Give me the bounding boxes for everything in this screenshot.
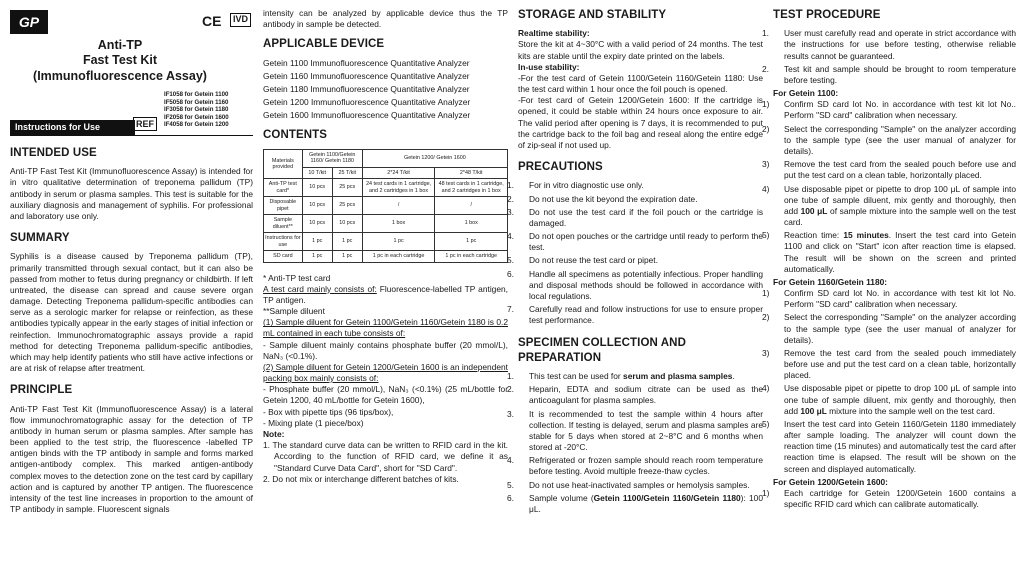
note-text: * Anti-TP test card: [263, 272, 331, 283]
ivd-mark: IVD: [230, 13, 251, 27]
table-cell: 1 pc: [302, 251, 332, 262]
catalog-code: IF4058 for Getein 1200: [164, 121, 229, 129]
note-underlined: A test card mainly consists of:: [263, 283, 377, 294]
product-title: [30, 38, 210, 84]
intended-use-text: Anti-TP Fast Test Kit (Immunofluorescence Assay) is intended for in vitro qualitative determination of treponema pallidum (TP) antibody in serum or plasma samples. This test is suitable for the auxiliary diagnosis and management of syphilis. For professional and laboratory use only.: [10, 166, 253, 221]
table-cell: 10 pcs: [332, 215, 362, 233]
note-text: Fluorescence-labelled TP antigen, TP antigen.: [263, 283, 508, 305]
list-item: 3) Remove the test card from the sealed pouch before use and put the test card on a clean table, horizontally placed.: [762, 159, 1016, 181]
title-line: Anti-TP: [97, 38, 143, 52]
list-item-text: Confirm SD card lot No. in accordance with test kit lot No. Perform "SD card" calibration when necessary.: [784, 288, 1016, 310]
list-item: 4. Do not open pouches or the cartridge until ready to perform the test.: [507, 231, 763, 253]
table-header: Getein 1100/Getein 1160/ Getein 1180: [302, 149, 362, 167]
contents-notes: [263, 273, 508, 485]
table-cell: /: [362, 197, 435, 215]
list-item-text: Use disposable pipet or pipette to drop 100 μL of sample into one tube of sample diluent, mix gently and thoroughly, then add: [784, 183, 1016, 216]
list-item-text: Carefully read and follow instructions for use to ensure proper test performance.: [529, 304, 763, 326]
storage-label: In-use stability:: [518, 61, 580, 72]
table-row: [264, 215, 508, 233]
device-item: Getein 1180 Immunofluorescence Quantitative Analyzer: [263, 83, 470, 94]
intended-use-section: [10, 146, 253, 515]
note-underlined: (2) Sample diluent for Getein 1200/Getein 1600 is an independent packing box mainly consists of:: [263, 361, 508, 384]
list-item: 2. Do not use the kit beyond the expiration date.: [507, 193, 698, 204]
column-3: [507, 0, 763, 517]
summary-text: Syphilis is a disease caused by Treponema pallidum (TP), primarily transmitted through sexual contact, but it can also be passed from mother to fetus during pregnancy or childbirth. If left untreated, the disease can spread and cause severe organ damage. Detecting Treponema pallidum-specific antibodies can serve as a serologic marker for relapse or reinfection, as these antibodies typically appear in the early stages of initial infection or reinfection. Immunochromatographic assays provide a rapid method for detecting Treponema pallidum-specific antibodies, which may help identify patients who still have active infections or are at risk of relapse after treatment.: [10, 251, 254, 374]
list-item: 4. Refrigerated or frozen sample should reach room temperature before testing. Avoid multiple freeze-thaw cycles.: [507, 455, 763, 477]
ce-mark: CE: [202, 13, 222, 29]
table-cell: 1 pc: [302, 233, 332, 251]
note-heading: Note:: [263, 428, 285, 439]
table-row: [264, 179, 508, 197]
table-cell: 10 pcs: [302, 197, 332, 215]
list-item-text: Remove the test card from the sealed pouch immediately before use and put the test card on a clean table, horizontally placed.: [784, 347, 1016, 381]
storage-label: Realtime stability:: [518, 28, 590, 39]
table-cell: 1 box: [435, 215, 508, 233]
instructions-banner: Instructions for Use: [10, 120, 135, 135]
table-cell: 10 pcs: [302, 215, 332, 233]
list-item: 1. For in vitro diagnostic use only.: [507, 180, 644, 191]
table-row: [264, 197, 508, 215]
list-item-text: Remove the test card from the sealed pouch before use and put the test card on a clean table, horizontally placed.: [784, 159, 1016, 181]
section-heading: PRINCIPLE: [10, 384, 73, 397]
section-heading: TEST PROCEDURE: [773, 9, 881, 21]
table-cell: 1 pc in each cartridge: [362, 251, 435, 262]
contents-table: [263, 149, 508, 263]
list-item-text: .: [732, 371, 735, 382]
list-item-text: Select the corresponding "Sample" on the analyzer according to the sample type (see the user manual of analyzer for details).: [784, 123, 1016, 156]
table-cell: 10 pcs: [302, 179, 332, 197]
table-header: 2*24 T/kit: [362, 167, 435, 178]
list-item: 4) Use disposable pipet or pipette to drop 100 μL of sample into one tube of sample diluent, mix gently and thoroughly, then add 100 μL mixture into the sample well on the test card.: [762, 383, 1016, 416]
device-item: Getein 1200 Immunofluorescence Quantitative Analyzer: [263, 97, 471, 108]
list-item: 1) Confirm SD card lot No. in accordance with test kit lot No.. Perform "SD card" calibration when necessary.: [762, 99, 1016, 121]
list-item: 5. Do not use heat-inactivated samples or hemolysis samples.: [507, 479, 750, 490]
list-item-bold: 100 μL: [800, 405, 827, 416]
list-item: 5) Insert the test card into Getein 1160/Getein 1180 immediately after sample loading. The analyzer will count down the reaction time (15 minutes) and automatically test the card after reaction time is elapsed. The result will be shown on the screen and displayed automatically.: [762, 418, 1016, 474]
table-cell: SD card: [264, 251, 303, 262]
list-item: 6. Handle all specimens as potentially infectious. Proper handling and disposal methods should be followed in accordance with local regulations.: [507, 268, 763, 301]
table-cell: Sample diluent**: [264, 215, 303, 233]
list-item-text: Insert the test card into Getein 1160/Getein 1180 immediately after sample loading. The analyzer will count down the reaction time (15 minutes) and automatically test the card after reaction time is elapsed. The result will be shown on the screen and displayed automatically.: [784, 418, 1016, 474]
catalog-codes: [164, 91, 229, 129]
list-item-bold: Getein 1100/Getein 1160/Getein 1180: [593, 492, 741, 503]
table-row: [264, 251, 508, 262]
table-cell: 25 pcs: [332, 197, 362, 215]
list-item-bold: serum and plasma samples: [623, 371, 733, 382]
table-cell: 1 pc: [362, 233, 435, 251]
note-underlined: (1) Sample diluent for Getein 1100/Getein 1160/Getein 1180 is 0.2 mL contained in each tube consists of:: [263, 317, 508, 339]
section-heading: INTENDED USE: [10, 147, 97, 159]
catalog-code: IF3058 for Getein 1180: [164, 106, 229, 114]
table-header: 10 T/kit: [302, 167, 332, 178]
list-item-text: of sample mixture into the sample well on the test card.: [784, 205, 1016, 228]
list-item-text: User must carefully read and operate in strict accordance with the instructions for use before testing, otherwise reliable results cannot be guaranteed.: [784, 28, 1016, 61]
procedure-general-list: [762, 28, 1016, 86]
list-item: 3. Do not use the test card if the foil pouch or the cartridge is damaged.: [507, 206, 763, 228]
table-header: 2*48 T/kit: [435, 167, 508, 178]
section-heading: PRECAUTIONS: [518, 161, 603, 174]
table-cell: 24 test cards in 1 cartridge, and 2 cartridges in 1 box: [362, 179, 435, 197]
specimen-list: [507, 371, 763, 515]
catalog-code: IF2058 for Getein 1600: [164, 113, 229, 121]
list-item: 5) Reaction time: 15 minutes. Insert the test card into Getein 1100 and click on "Start" icon after reaction time is elapsed. The result will be shown on the screen and printed automatically.: [762, 230, 1016, 274]
subsection-heading: For Getein 1200/Getein 1600:: [773, 476, 888, 487]
column-2: [263, 0, 508, 485]
list-item: 2) Select the corresponding "Sample" on the analyzer according to the sample type (see the user manual of analyzer for details).: [762, 312, 1016, 345]
list-item-text: Do not reuse the test card or pipet.: [529, 255, 658, 266]
catalog-code: IF5058 for Getein 1160: [164, 98, 229, 106]
storage-text: -For test card of Getein 1200/Getein 1600: If the cartridge is opened, it could be stable within 24 hours once exposure to air. The valid period after opening is 7 days, it is recommended to put the cartridge back to the foil bag and reseal along the entire edge of zip-seal if not used up.: [518, 95, 763, 150]
table-header: Materials provided: [264, 149, 303, 178]
list-item-text: Sample volume (: [529, 492, 594, 503]
table-cell: 1 box: [362, 215, 435, 233]
ref-symbol: REF: [133, 117, 157, 131]
device-list: [263, 58, 508, 122]
principle-text: Anti-TP Fast Test Kit (Immunofluorescence Assay) is a lateral flow immunochromatographic assay for the detection of TP antibody in human serum or plasma samples. After sample has been applied to the test strip, the fluorescence -labelled TP antigen binds with the TP antibody in sample and forms marked antigen-antibody complex. This marked antigen-antibody complex moves to the detection zone on the test card by capillary action and is captured by another TP antigen. The fluorescence intensity of the test line increases in proportion to the amount of TP antibody in sample. Fluorescent signals: [10, 403, 253, 515]
table-row: [264, 233, 508, 251]
column-1: [10, 0, 253, 576]
table-cell: 1 pc: [435, 233, 508, 251]
list-item: 4) Use disposable pipet or pipette to drop 100 μL of sample into one tube of sample diluent, mix gently and thoroughly, then add 100 μL of sample mixture into the sample well on the test card.: [762, 183, 1016, 228]
note-text: - Box with pipette tips (96 tips/box),: [263, 406, 394, 417]
table-cell: 1 pc in each cartridge: [435, 251, 508, 262]
procedure-1160-list: [762, 288, 1016, 475]
list-item-text: ): 100 μL.: [529, 492, 763, 514]
note-text: - Phosphate buffer (20 mmol/L), NaN₃ (<0.1%) (25 mL/bottle for Getein 1200, 40 mL/bottle for Getein 1600),: [263, 384, 508, 406]
list-item: 3) Remove the test card from the sealed pouch immediately before use and put the test card on a clean table, horizontally placed.: [762, 347, 1016, 381]
list-item-text: Do not open pouches or the cartridge until ready to perform the test.: [529, 231, 763, 253]
table-cell: 48 test cards in 1 cartridge, and 2 cartridges in 1 box: [435, 179, 508, 197]
list-item-text: Reaction time:: [784, 230, 844, 241]
list-item-text: Test kit and sample should be brought to room temperature before testing.: [784, 63, 1016, 85]
section-heading: CONTENTS: [263, 129, 328, 142]
list-item-text: Handle all specimens as potentially infectious. Proper handling and disposal methods should be followed in accordance with local regulations.: [529, 268, 763, 301]
table-cell: 25 pcs: [332, 179, 362, 197]
list-item-text: It is recommended to test the sample within 4 hours after collection. If testing is delayed, serum and plasma samples are stable for 5 days when stored at 2~8°C and 6 months when stored at -20°C.: [529, 408, 763, 453]
section-heading: SUMMARY: [10, 232, 70, 245]
section-heading: SPECIMEN COLLECTION AND PREPARATION: [518, 336, 686, 364]
precaution-list: [507, 180, 763, 326]
list-item-text: Heparin, EDTA and sodium citrate can be used as the anticoagulant for plasma samples.: [529, 384, 763, 406]
procedure-1100-list: [762, 99, 1016, 275]
note-text: - Sample diluent mainly contains phosphate buffer (20 mmol/L), NaN₃ (<0.1%).: [263, 339, 508, 361]
catalog-code: IF1058 for Getein 1100: [164, 91, 229, 98]
table-cell: /: [435, 197, 508, 215]
table-cell: Disposable pipet: [264, 197, 303, 215]
table-cell: 1 pc: [332, 251, 362, 262]
divider: [10, 135, 253, 136]
list-item-text: Select the corresponding "Sample" on the analyzer according to the sample type (see the user manual of analyzer for details).: [784, 312, 1016, 345]
list-item: 1. This test can be used for serum and plasma samples.: [507, 371, 735, 382]
list-item-text: Refrigerated or frozen sample should reach room temperature before testing. Avoid multiple freeze-thaw cycles.: [529, 455, 763, 477]
subsection-heading: For Getein 1100:: [773, 88, 839, 99]
title-line: Fast Test Kit: [82, 53, 158, 68]
list-item-text: mixture into the sample well on the test card.: [826, 405, 995, 416]
list-item: 5. Do not reuse the test card or pipet.: [507, 255, 658, 266]
list-item-bold: 15 minutes: [843, 230, 889, 241]
column-4: [762, 0, 1016, 512]
table-cell: Instructions for use: [264, 233, 303, 251]
procedure-1200-list: [762, 487, 1016, 510]
list-item: 1) Each cartridge for Getein 1200/Getein 1600 contains a specific RFID card which can calibrate automatically.: [762, 487, 1016, 510]
note-text: [263, 284, 508, 306]
principle-continued: intensity can be analyzed by applicable device thus the TP antibody in sample be detected.: [263, 8, 508, 30]
list-item-text: Use disposable pipet or pipette to drop 100 μL of sample into one tube of sample diluent, mix gently and thoroughly, then add: [784, 383, 1016, 416]
note-item: 2. Do not mix or interchange different batches of kits.: [263, 473, 459, 484]
subsection-heading: For Getein 1160/Getein 1180:: [773, 276, 888, 287]
list-item-text: For in vitro diagnostic use only.: [529, 180, 644, 191]
device-item: Getein 1100 Immunofluorescence Quantitative Analyzer: [263, 57, 470, 68]
section-heading: APPLICABLE DEVICE: [263, 38, 385, 51]
table-cell: 1 pc: [332, 233, 362, 251]
list-item: 3. It is recommended to test the sample within 4 hours after collection. If testing is delayed, serum and plasma samples are stable for 5 days when stored at 2~8°C and 6 months when stored at -20°C.: [507, 408, 763, 453]
table-header: Getein 1200/ Getein 1600: [362, 149, 507, 167]
list-item: 1) Confirm SD card lot No. in accordance with test kit lot No. Perform "SD card" calibration when necessary.: [762, 288, 1016, 310]
table-row: [264, 149, 508, 167]
table-header: 25 T/kit: [332, 167, 362, 178]
brand-logo: GP: [10, 10, 48, 34]
title-line: (Immunofluorescence Assay): [33, 68, 207, 83]
device-item: Getein 1160 Immunofluorescence Quantitative Analyzer: [263, 70, 470, 81]
list-item-text: Do not use the test card if the foil pouch or the cartridge is damaged.: [529, 206, 763, 228]
list-item-text: . Insert the test card into Getein 1100 and click on "Start" icon after reaction time is elapsed. The result will be shown on the screen and printed automatically.: [784, 230, 1016, 274]
note-text: - Mixing plate (1 piece/box): [263, 417, 364, 428]
note-item: 1. The standard curve data can be written to RFID card in the kit. According to the function of RFID card, we define it as "Standard Curve Data Card", short for "SD Card".: [263, 440, 508, 473]
list-item: 6. Sample volume (Getein 1100/Getein 1160/Getein 1180): 100 μL.: [507, 492, 763, 514]
note-text: **Sample diluent: [263, 306, 325, 317]
list-item: 2) Select the corresponding "Sample" on the analyzer according to the sample type (see the user manual of analyzer for details).: [762, 123, 1016, 156]
list-item-bold: 100 μL: [800, 205, 828, 216]
list-item: 7. Carefully read and follow instructions for use to ensure proper test performance.: [507, 304, 763, 326]
list-item: 1. User must carefully read and operate in strict accordance with the instructions for use before testing, otherwise reliable results cannot be guaranteed.: [762, 28, 1016, 61]
section-heading: STORAGE AND STABILITY: [518, 9, 667, 21]
list-item-text: Do not use the kit beyond the expiration date.: [529, 193, 698, 204]
list-item-text: Confirm SD card lot No. in accordance with test kit lot No.. Perform "SD card" calibration when necessary.: [784, 99, 1016, 121]
list-item-text: This test can be used for: [529, 371, 624, 382]
storage-text: Store the kit at 4~30°C with a valid period of 24 months. The test kits are stable until the expiry date printed on the labels.: [518, 39, 763, 61]
storage-text: -For the test card of Getein 1100/Getein 1160/Getein 1180: Use the test card within 1 hour once the foil pouch is opened.: [518, 72, 763, 95]
list-item-text: Do not use heat-inactivated samples or hemolysis samples.: [529, 479, 750, 490]
device-item: Getein 1600 Immunofluorescence Quantitative Analyzer: [263, 110, 471, 121]
table-cell: Anti-TP test card*: [264, 179, 303, 197]
list-item: 2. Heparin, EDTA and sodium citrate can be used as the anticoagulant for plasma samples.: [507, 384, 763, 406]
list-item-text: Each cartridge for Getein 1200/Getein 1600 contains a specific RFID card which can calibrate automatically.: [784, 487, 1016, 510]
list-item: 2. Test kit and sample should be brought to room temperature before testing.: [762, 63, 1016, 85]
